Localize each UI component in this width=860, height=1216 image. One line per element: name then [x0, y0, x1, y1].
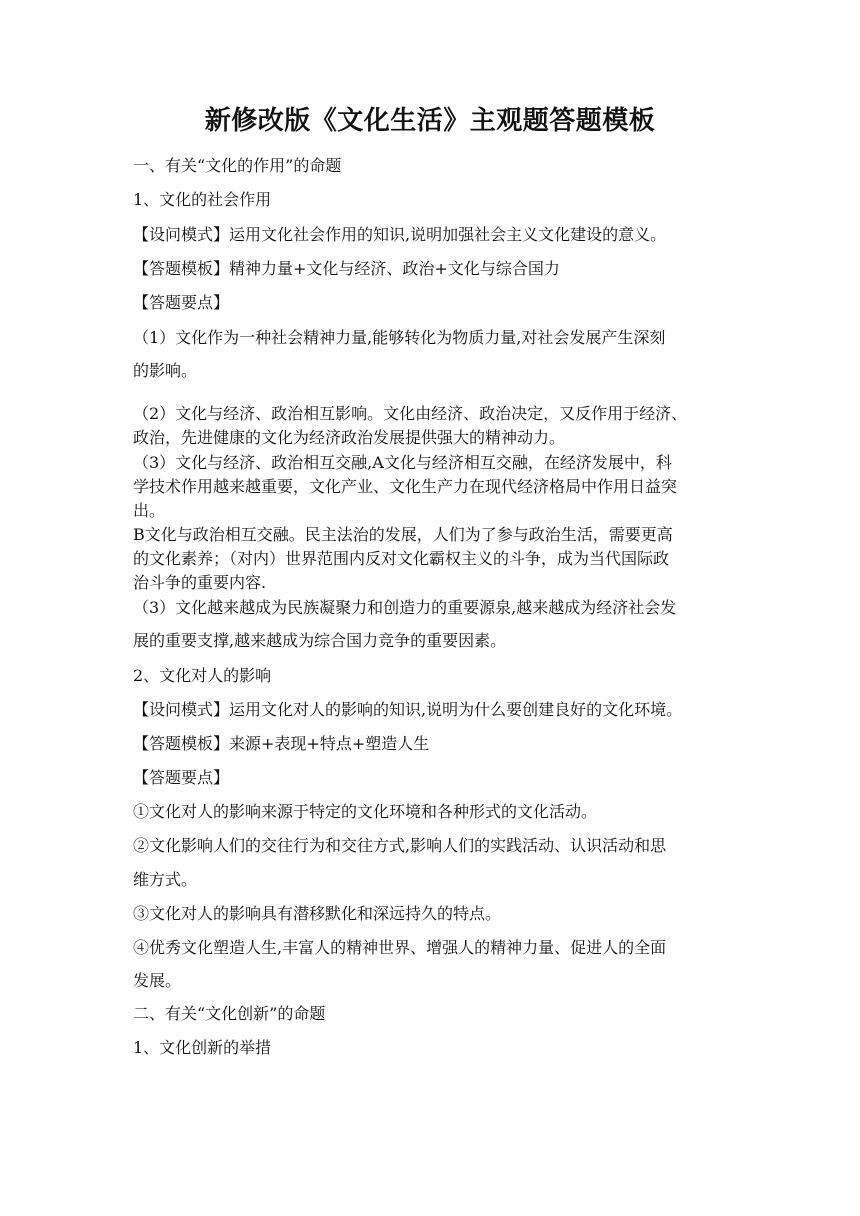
paragraph-line: 出。: [133, 501, 166, 520]
paragraph-line: 发展。: [133, 971, 182, 990]
answer-template-1: 【答题模板】精神力量+文化与经济、政治+文化与综合国力: [133, 259, 560, 278]
answer-points-label-2: 【答题要点】: [133, 768, 230, 787]
subsection-heading-2-1: 1、文化创新的举措: [133, 1038, 272, 1057]
paragraph-line: B文化与政治相互交融。民主法治的发展，人们为了参与政治生活，需要更高: [133, 525, 673, 544]
answer-points-label-1: 【答题要点】: [133, 293, 230, 312]
paragraph-line: （2）文化与经济、政治相互影响。文化由经济、政治决定，又反作用于经济、: [133, 404, 688, 423]
subsection-heading-1-2: 2、文化对人的影响: [133, 666, 272, 685]
paragraph-line: 政治，先进健康的文化为经济政治发展提供强大的精神动力。: [133, 428, 566, 447]
paragraph-line: 维方式。: [133, 870, 198, 889]
question-pattern-1: 【设问模式】运用文化社会作用的知识,说明加强社会主义文化建设的意义。: [133, 225, 667, 244]
paragraph-line: ①文化对人的影响来源于特定的文化环境和各种形式的文化活动。: [133, 802, 598, 821]
paragraph-line: 的影响。: [133, 361, 198, 380]
section-heading-1: 一、有关“文化的作用”的命题: [133, 156, 342, 175]
page-title: 新修改版《文化生活》主观题答题模板: [204, 106, 656, 136]
section-heading-2: 二、有关“文化创新”的命题: [133, 1004, 326, 1023]
subsection-heading-1-1: 1、文化的社会作用: [133, 190, 272, 209]
paragraph-line: （3）文化越来越成为民族凝聚力和创造力的重要源泉,越来越成为经济社会发: [133, 598, 677, 617]
paragraph-line: 展的重要支撑,越来越成为综合国力竞争的重要因素。: [133, 631, 507, 650]
paragraph-line: ④优秀文化塑造人生,丰富人的精神世界、增强人的精神力量、促进人的全面: [133, 938, 667, 957]
question-pattern-2: 【设问模式】运用文化对人的影响的知识,说明为什么要创建良好的文化环境。: [133, 700, 683, 719]
paragraph-line: ②文化影响人们的交往行为和交往方式,影响人们的实践活动、认识活动和思: [133, 836, 667, 855]
answer-template-2: 【答题模板】来源+表现+特点+塑造人生: [133, 734, 430, 753]
paragraph-line: ③文化对人的影响具有潜移默化和深远持久的特点。: [133, 904, 502, 923]
paragraph-line: （3）文化与经济、政治相互交融,A文化与经济相互交融，在经济发展中，科: [133, 453, 672, 472]
paragraph-line: 学技术作用越来越重要，文化产业、文化生产力在现代经济格局中作用日益突: [133, 477, 678, 496]
paragraph-line: 的文化素养；（对内）世界范围内反对文化霸权主义的斗争，成为当代国际政: [133, 549, 670, 568]
paragraph-line: （1）文化作为一种社会精神力量,能够转化为物质力量,对社会发展产生深刻: [133, 328, 666, 347]
paragraph-line: 治斗争的重要内容.: [133, 573, 267, 592]
